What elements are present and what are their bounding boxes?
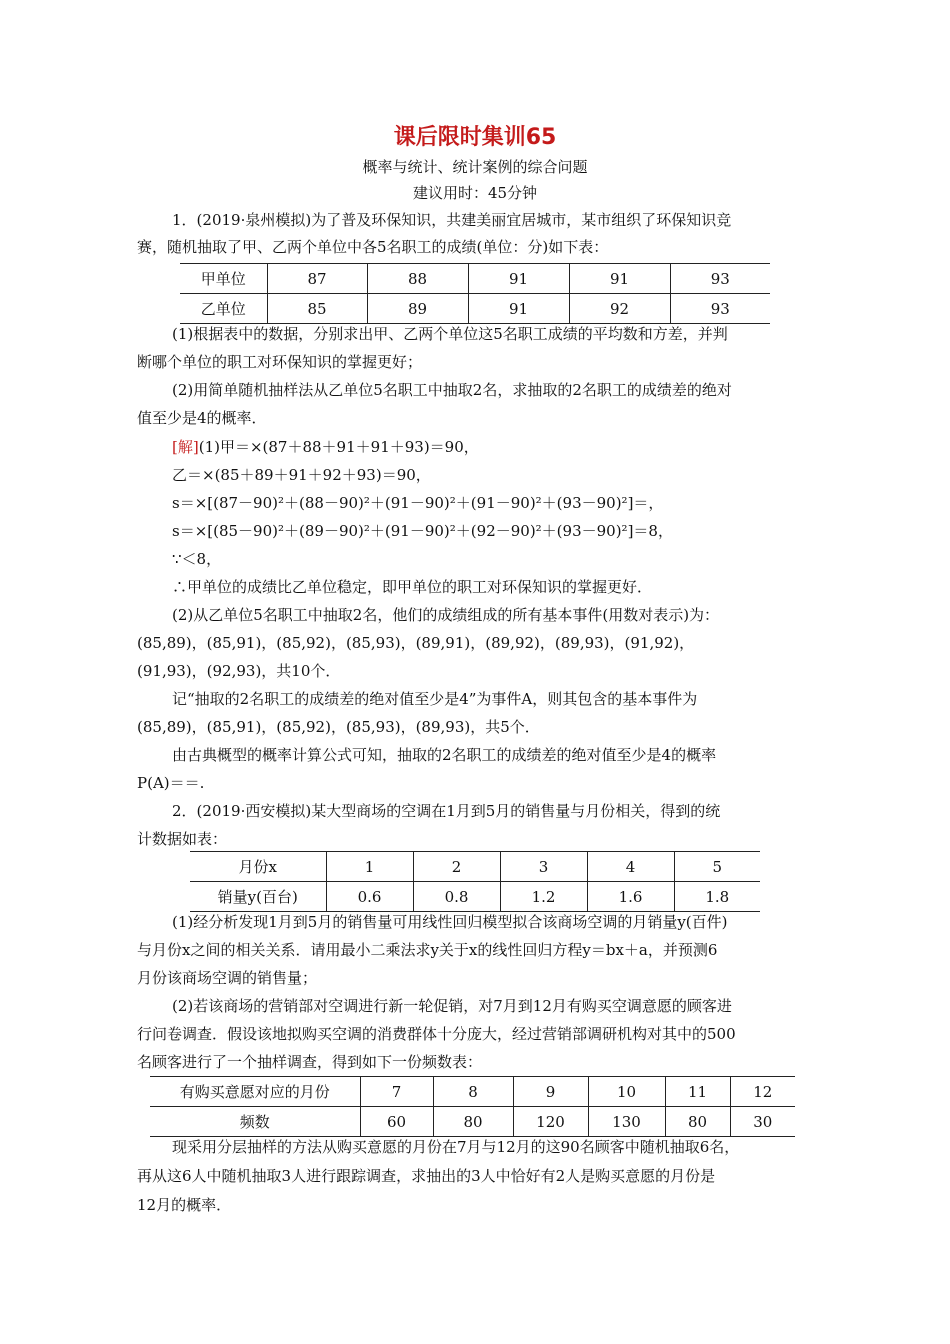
q2-part1-cont: 与月份x之间的相关关系．请用最小二乘法求y关于x的线性回归方程y＝bx＋a，并预测6	[137, 941, 718, 959]
table-cell: 2	[413, 852, 500, 882]
table-cell: 85	[267, 294, 367, 324]
table-cell: 92	[569, 294, 670, 324]
table-row	[180, 294, 770, 324]
row-header-cell: 有购买意愿对应的月份	[150, 1077, 360, 1107]
row-header-cell: 甲单位	[180, 264, 267, 294]
q1-score-table	[180, 263, 770, 324]
q1-solution-line-7: (2)从乙单位5名职工中抽取2名，他们的成绩组成的所有基本事件(用数对表示)为：	[172, 606, 720, 624]
q1-stem-cont: 赛，随机抽取了甲、乙两个单位中各5名职工的成绩(单位：分)如下表：	[137, 238, 609, 256]
table-cell: 30	[730, 1107, 795, 1137]
table-cell: 10	[588, 1077, 665, 1107]
q2-part3: 现采用分层抽样的方法从购买意愿的月份在7月与12月的这90名顾客中随机抽取6名，	[172, 1138, 740, 1156]
table-cell: 120	[513, 1107, 588, 1137]
table-cell: 93	[670, 294, 770, 324]
q1-part2: (2)用简单随机抽样法从乙单位5名职工中抽取2名，求抽取的2名职工的成绩差的绝对	[172, 381, 732, 399]
q2-stem: 2．(2019·西安模拟)某大型商场的空调在1月到5月的销售量与月份相关，得到的统	[172, 802, 721, 820]
table-cell: 93	[670, 264, 770, 294]
table-cell: 1	[326, 852, 413, 882]
q1-solution-line-12: 由古典概型的概率计算公式可知，抽取的2名职工的成绩差的绝对值至少是4的概率	[172, 746, 717, 764]
table-cell: 3	[500, 852, 587, 882]
q2-stem-cont: 计数据如表：	[137, 830, 228, 848]
table-cell: 1.2	[500, 882, 587, 912]
table-row	[150, 1107, 795, 1137]
q1-solution-line-10: 记“抽取的2名职工的成绩差的绝对值至少是4”为事件A，则其包含的基本事件为	[172, 690, 698, 708]
table-row	[150, 1077, 795, 1107]
table-cell: 88	[367, 264, 468, 294]
q1-solution-line-1: [解](1)甲＝×(87＋88＋91＋91＋93)＝90，	[172, 438, 479, 456]
row-header-cell: 月份x	[190, 852, 326, 882]
table-cell: 130	[588, 1107, 665, 1137]
q1-solution-line-11: (85,89)，(85,91)，(85,92)，(85,93)，(89,93)，共5个．	[137, 718, 540, 736]
table-cell: 60	[360, 1107, 433, 1137]
row-header-cell: 销量y(百台)	[190, 882, 326, 912]
q1-part1: (1)根据表中的数据，分别求出甲、乙两个单位这5名职工成绩的平均数和方差，并判	[172, 325, 728, 343]
table-cell: 11	[665, 1077, 730, 1107]
table-cell: 12	[730, 1077, 795, 1107]
table-cell: 91	[468, 264, 569, 294]
q1-part1-cont: 断哪个单位的职工对环保知识的掌握更好；	[137, 353, 423, 371]
solution-tag: [解]	[172, 438, 199, 456]
q1-solution-line-5: ∵＜8，	[172, 550, 222, 568]
q1-solution-line-2: 乙＝×(85＋89＋91＋92＋93)＝90，	[172, 466, 431, 484]
q2-part2-cont: 行问卷调查．假设该地拟购买空调的消费群体十分庞大，经过营销部调研机构对其中的500	[137, 1025, 736, 1043]
page-title: 课后限时集训65	[393, 125, 557, 150]
q1-solution-line-13: P(A)＝＝.	[137, 774, 205, 792]
table-cell: 4	[587, 852, 674, 882]
table-cell: 9	[513, 1077, 588, 1107]
suggested-time: 建议用时：45分钟	[412, 184, 538, 202]
q2-sales-table	[190, 851, 760, 912]
table-cell: 89	[367, 294, 468, 324]
table-cell: 91	[569, 264, 670, 294]
table-cell: 1.6	[587, 882, 674, 912]
q1-part2-cont: 值至少是4的概率．	[137, 409, 267, 427]
table-cell: 80	[433, 1107, 513, 1137]
table-row	[190, 852, 760, 882]
q1-solution-line-4: s＝×[(85－90)²＋(89－90)²＋(91－90)²＋(92－90)²＋(93－90)²]＝8，	[172, 522, 673, 540]
page-subtitle: 概率与统计、统计案例的综合问题	[362, 158, 588, 176]
q2-part1-cont2: 月份该商场空调的销售量；	[137, 969, 318, 987]
table-row	[190, 882, 760, 912]
q1-stem: 1．(2019·泉州模拟)为了普及环保知识，共建美丽宜居城市，某市组织了环保知识竞	[172, 211, 732, 229]
table-cell: 80	[665, 1107, 730, 1137]
q1-solution-line-6: ∴甲单位的成绩比乙单位稳定，即甲单位的职工对环保知识的掌握更好．	[172, 578, 653, 596]
table-cell: 8	[433, 1077, 513, 1107]
q1-solution-line-3: s＝×[(87－90)²＋(88－90)²＋(91－90)²＋(91－90)²＋(93－90)²]＝，	[172, 494, 664, 512]
table-cell: 7	[360, 1077, 433, 1107]
table-cell: 91	[468, 294, 569, 324]
row-header-cell: 乙单位	[180, 294, 267, 324]
q2-part2: (2)若该商场的营销部对空调进行新一轮促销，对7月到12月有购买空调意愿的顾客进	[172, 997, 732, 1015]
q1-solution-line-9: (91,93)，(92,93)，共10个．	[137, 662, 341, 680]
q2-frequency-table	[150, 1076, 795, 1137]
q2-part3-cont: 再从这6人中随机抽取3人进行跟踪调查，求抽出的3人中恰好有2人是购买意愿的月份是	[137, 1167, 716, 1185]
table-cell: 1.8	[674, 882, 760, 912]
table-row	[180, 264, 770, 294]
q1-solution-line-8: (85,89)，(85,91)，(85,92)，(85,93)，(89,91)，(89,92)，(89,93)，(91,92)，	[137, 634, 695, 652]
table-cell: 0.6	[326, 882, 413, 912]
table-cell: 0.8	[413, 882, 500, 912]
q2-part3-cont2: 12月的概率．	[137, 1196, 232, 1214]
table-cell: 87	[267, 264, 367, 294]
table-cell: 5	[674, 852, 760, 882]
row-header-cell: 频数	[150, 1107, 360, 1137]
q2-part2-cont2: 名顾客进行了一个抽样调查，得到如下一份频数表：	[137, 1053, 483, 1071]
q2-part1: (1)经分析发现1月到5月的销售量可用线性回归模型拟合该商场空调的月销量y(百件)	[172, 913, 728, 931]
